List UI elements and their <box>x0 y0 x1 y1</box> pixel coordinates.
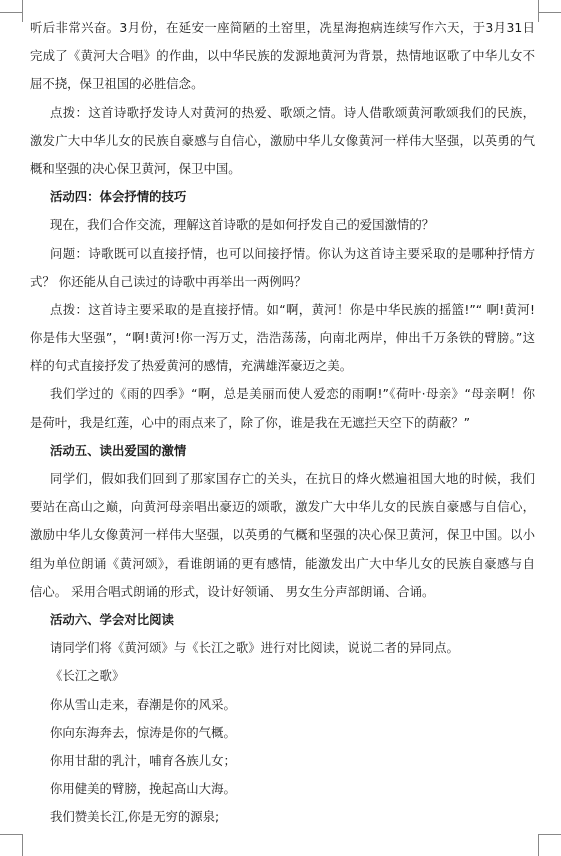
paragraph-line: 点拨：这首诗歌抒发诗人对黄河的热爱、歌颂之情。诗人借歌颂黄河歌颂我们的民族， <box>50 104 535 120</box>
paragraph-line: 听后非常兴奋。3月份，在延安一座简陋的土窑里，冼星海抱病连续写作六天，于3月31日 <box>30 20 535 35</box>
crop-mark-top-right-v <box>538 0 539 22</box>
paragraph-line: 你用健美的臂膀，挽起高山大海。 <box>50 781 236 797</box>
section-heading: 活动六、学会对比阅读 <box>50 611 174 627</box>
paragraph-line: 完成了《黄河大合唱》的作曲，以中华民族的发源地黄河为背景，热情地讴歌了中华儿女不 <box>30 48 535 64</box>
paragraph-line: 概和坚强的决心保卫黄河，保卫中国。 <box>30 160 241 176</box>
section-heading: 活动四：体会抒情的技巧 <box>50 189 187 205</box>
paragraph-line: 你是伟大坚强”，“啊!黄河!你一泻万丈，浩浩荡荡，向南北两岸，伸出千万条铁的臂膀。”这 <box>30 330 535 346</box>
paragraph-line: 你用甘甜的乳汁，哺育各族儿女； <box>50 752 236 768</box>
paragraph-line: 样的句式直接抒发了热爱黄河的感情，充满雄浑豪迈之美。 <box>30 358 353 374</box>
paragraph-line: 激励中华儿女像黄河一样伟大坚强，以英勇的气概和坚强的决心保卫黄河，保卫中国。以小 <box>30 527 535 543</box>
paragraph-line: 我们学过的《雨的四季》“啊，总是美丽而使人爱恋的雨啊!”《荷叶·母亲》“母亲啊！你 <box>50 386 535 402</box>
paragraph-line: 要站在高山之巅，向黄河母亲唱出豪迈的颂歌，激发广大中华儿女的民族自豪感与自信心， <box>30 499 535 515</box>
paragraph-line: 你向东海奔去，惊涛是你的气概。 <box>50 724 236 740</box>
crop-mark-bottom-left-v <box>22 834 23 856</box>
paragraph-line: 屈不挠，保卫祖国的必胜信念。 <box>30 76 204 92</box>
paragraph-line: 你从雪山走来，春潮是你的风采。 <box>50 696 236 712</box>
crop-mark-bottom-right-h <box>539 834 561 835</box>
crop-mark-top-right-h <box>539 12 561 13</box>
section-heading: 活动五、读出爱国的激情 <box>50 442 187 458</box>
paragraph-line: 问题：诗歌既可以直接抒情，也可以间接抒情。你认为这首诗主要采取的是哪种抒情方 <box>50 245 535 261</box>
paragraph-line: 组为单位朗诵《黄河颂》，看谁朗诵的更有感情，能激发出广大中华儿女的民族自豪感与自 <box>30 555 535 571</box>
paragraph-line: 激发广大中华儿女的民族自豪感与自信心，激励中华儿女像黄河一样伟大坚强，以英勇的气 <box>30 132 535 148</box>
paragraph-line: 同学们，假如我们回到了那家国存亡的关头，在抗日的烽火燃遍祖国大地的时候，我们 <box>50 471 535 486</box>
crop-mark-bottom-right-v <box>538 834 539 856</box>
crop-mark-top-left-h <box>0 12 22 13</box>
paragraph-line: 式？ 你还能从自己读过的诗歌中再举出一两例吗？ <box>30 273 307 289</box>
paragraph-line: 信心。 采用合唱式朗诵的形式，设计好领诵、 男女生分声部朗诵、合诵。 <box>30 583 435 599</box>
crop-mark-bottom-left-h <box>0 834 22 835</box>
paragraph-line: 《长江之歌》 <box>50 668 125 684</box>
crop-mark-top-left-v <box>22 0 23 22</box>
paragraph-line: 点拨：这首诗主要采取的是直接抒情。如“啊，黄河！你是中华民族的摇篮!”“ 啊!黄河! <box>50 301 535 317</box>
paragraph-line: 请同学们将《黄河颂》与《长江之歌》进行对比阅读，说说二者的异同点。 <box>50 640 459 656</box>
paragraph-line: 现在，我们合作交流，理解这首诗歌的是如何抒发自己的爱国激情的？ <box>50 217 435 233</box>
paragraph-line: 我们赞美长江,你是无穷的源泉; <box>50 809 220 825</box>
paragraph-line: 是荷叶，我是红莲，心中的雨点来了，除了你，谁是我在无遮拦天空下的荫蔽？” <box>30 414 471 430</box>
document-body <box>30 14 535 831</box>
